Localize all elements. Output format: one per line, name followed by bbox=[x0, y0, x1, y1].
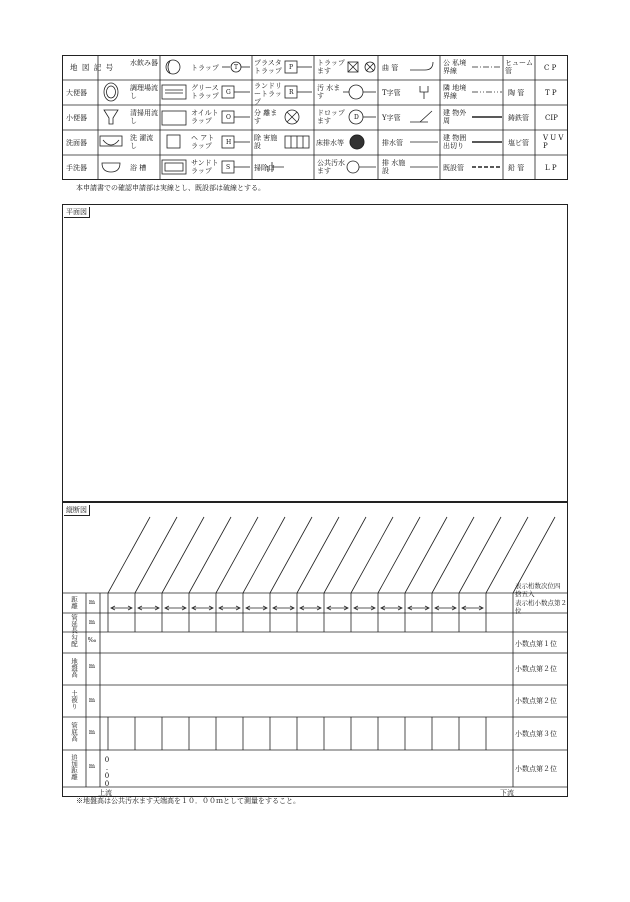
legend-row5-item2: 浴 槽 bbox=[130, 164, 147, 172]
legend-row4-item2: 洗 濯流 し bbox=[130, 134, 154, 150]
row-label-pipe-length: 管延長 bbox=[70, 614, 78, 634]
legend-row1-item6: 公 私境界線 bbox=[443, 59, 467, 75]
row-unit-pipe-length: m bbox=[88, 618, 96, 626]
legend-note: 本申請書での確認申請部は実線とし、既設部は破線とする。 bbox=[76, 184, 265, 192]
leader-line bbox=[189, 517, 231, 593]
legend-row4-item9: V U V P bbox=[543, 134, 564, 150]
legend-row3-item5: ドロップます bbox=[317, 109, 345, 125]
trap-letter-r: R bbox=[289, 89, 294, 96]
legend-row3-item1: 小便器 bbox=[66, 114, 87, 122]
legend-row4-item3: ヘ アトラップ bbox=[191, 134, 215, 150]
row-unit-gradient: ‰ bbox=[88, 636, 96, 644]
row-label-ground-height: 地盤高 bbox=[70, 658, 78, 678]
legend-row2-item4: ランドリートラップ bbox=[254, 82, 282, 106]
legend-row5-item8: 鉛 管 bbox=[508, 164, 525, 172]
legend-row3-item3: オイルトラップ bbox=[191, 109, 219, 125]
note-pipe-length: 表示桁小数点第２位 bbox=[515, 599, 567, 615]
initial-distance-value: 0.00 bbox=[103, 756, 111, 788]
legend-row2-item9: T P bbox=[545, 89, 557, 97]
leader-line bbox=[216, 517, 258, 593]
section-label: 縦断図 bbox=[64, 505, 90, 516]
legend-row4-item5: 床排水等 bbox=[316, 139, 344, 147]
leader-line bbox=[378, 517, 420, 593]
trap-letter-h: H bbox=[226, 139, 232, 146]
legend-row4-item4: 除 害施 設 bbox=[254, 134, 278, 150]
row-unit-invert-height: m bbox=[88, 728, 96, 736]
legend-row2-item5: 汚 水ます bbox=[317, 84, 341, 100]
legend-row2-item6: T字管 bbox=[382, 89, 401, 97]
legend-row5-item4: 掃除口 bbox=[254, 164, 275, 172]
legend-row1-item8: C P bbox=[544, 64, 557, 72]
leader-line bbox=[135, 517, 177, 593]
row-unit-distance: m bbox=[88, 598, 96, 606]
leader-line bbox=[162, 517, 204, 593]
legend-row2-item8: 陶 管 bbox=[508, 89, 525, 97]
note-invert-height: 小数点第３位 bbox=[515, 730, 557, 738]
leader-line bbox=[351, 517, 393, 593]
plan-label: 平面図 bbox=[64, 207, 90, 218]
row-label-distance: 距離 bbox=[70, 596, 78, 609]
legend-row5-item5: 公共汚水ます bbox=[317, 159, 345, 175]
row-label-cover: 土被り bbox=[70, 690, 78, 710]
note-distance: 表示桁数次位四捨五入 bbox=[515, 582, 561, 598]
row-label-gradient: 勾配 bbox=[70, 634, 78, 647]
leader-line bbox=[432, 517, 474, 593]
leader-line bbox=[243, 517, 285, 593]
leader-line bbox=[324, 517, 366, 593]
legend-row5-item1: 手洗器 bbox=[66, 164, 87, 172]
legend-row5-item3: サンドトラップ bbox=[191, 159, 219, 175]
trap-letter-o: O bbox=[226, 114, 231, 121]
leader-line bbox=[270, 517, 312, 593]
trap-letter-t: T bbox=[234, 64, 239, 71]
note-gradient: 小数点第１位 bbox=[515, 640, 557, 648]
trap-letter-s: S bbox=[226, 164, 231, 171]
legend-row4-item6: 排水管 bbox=[382, 139, 403, 147]
legend-row2-item7: 隣 地境界線 bbox=[443, 84, 467, 100]
legend-row1-item4: トラップます bbox=[317, 59, 345, 75]
legend-row1-item1: 水飲み器 bbox=[130, 59, 158, 67]
leader-line bbox=[405, 517, 447, 593]
row-label-invert-height: 管底高 bbox=[70, 722, 78, 742]
trap-letter-g: G bbox=[226, 89, 231, 96]
legend-row3-item8: 鋳鉄管 bbox=[508, 114, 529, 122]
leader-line bbox=[459, 517, 501, 593]
upstream-label: 上流 bbox=[98, 789, 112, 797]
legend-row2-item1: 大便器 bbox=[66, 89, 87, 97]
legend-row4-item8: 塩ビ管 bbox=[508, 139, 529, 147]
legend-row3-item2: 清掃用流し bbox=[130, 109, 158, 125]
note-ground-height: 小数点第２位 bbox=[515, 665, 557, 673]
row-unit-ground-height: m bbox=[88, 662, 96, 670]
legend-row3-item4: 分 離ます bbox=[254, 109, 278, 125]
legend-row3-item7: 建 物外 周 bbox=[443, 109, 467, 125]
legend-header: 地 図 記 号 bbox=[70, 63, 115, 72]
note-added-distance: 小数点第２位 bbox=[515, 765, 557, 773]
legend-row1-item3: プラスタトラップ bbox=[254, 59, 282, 75]
legend-row4-item7: 建 物囲出切り bbox=[443, 134, 467, 150]
downstream-label: 下流 bbox=[500, 789, 514, 797]
legend-row5-item6: 排 水施 設 bbox=[382, 159, 406, 175]
legend-row3-item6: Y字管 bbox=[382, 114, 401, 122]
leader-line bbox=[108, 517, 150, 593]
trap-letter-d: D bbox=[354, 114, 359, 121]
legend-row4-item1: 洗面器 bbox=[66, 139, 87, 147]
legend-row2-item2: 調理場流し bbox=[130, 84, 158, 100]
section-footnote: ※地盤高は公共汚水ます天端高を１０．００ｍとして測量をすること。 bbox=[76, 797, 300, 805]
note-cover: 小数点第２位 bbox=[515, 697, 557, 705]
legend-row1-item7: ヒューム管 bbox=[505, 59, 533, 75]
legend-row5-item7: 既設管 bbox=[443, 164, 464, 172]
row-label-added-distance: 追加距離 bbox=[70, 754, 78, 780]
legend-row1-item2: トラップ bbox=[191, 64, 219, 72]
legend-row1-item5: 曲 管 bbox=[382, 64, 399, 72]
legend-row2-item3: グリーストラップ bbox=[191, 84, 219, 100]
row-unit-cover: m bbox=[88, 696, 96, 704]
leader-line bbox=[297, 517, 339, 593]
row-unit-added-distance: m bbox=[88, 762, 96, 770]
legend-row3-item9: CIP bbox=[545, 114, 558, 122]
trap-letter-p: P bbox=[289, 64, 294, 71]
legend-row5-item9: L P bbox=[545, 164, 557, 172]
